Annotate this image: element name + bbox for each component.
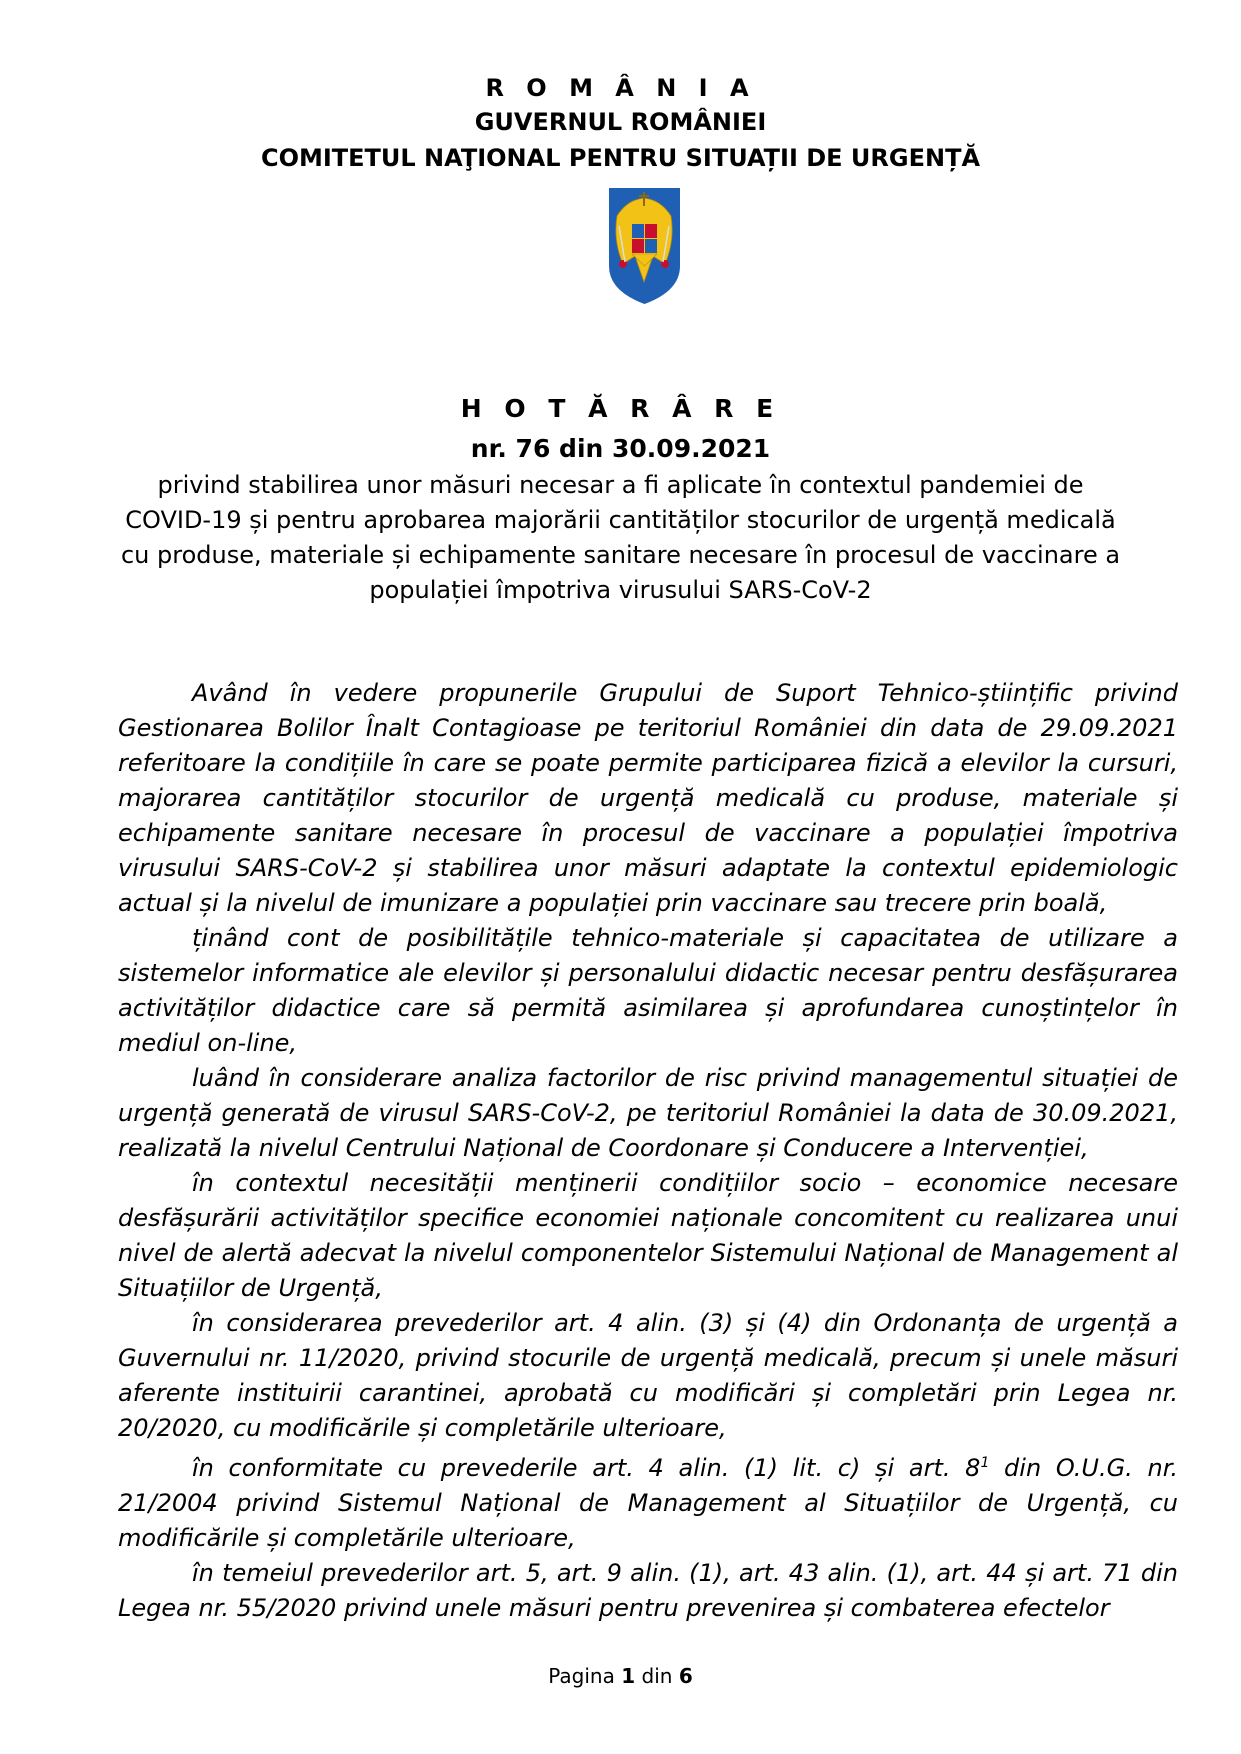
page-label: Pagina	[548, 1664, 622, 1688]
document-body	[118, 676, 1178, 1626]
decision-subject: privind stabilirea unor măsuri necesar a fi aplicate în contextul pandemiei de COVID-19 și pentru aprobarea majorării cantităților stocurilor de urgență medicală cu produse, materiale și echipamente sanitare necesare în procesul de vaccinare a populației împotriva virusului SARS-CoV-2	[120, 471, 1121, 604]
decision-type: H O T Ă R Â R E	[460, 394, 781, 423]
page-footer	[0, 1664, 1241, 1688]
header-committee: COMITETUL NAŢIONAL PENTRU SITUAȚII DE URGENȚĂ	[260, 144, 981, 172]
paragraph-text: în conformitate cu prevederile art. 4 alin. (1) lit. c) și art. 8	[192, 1454, 981, 1482]
paragraph-oug	[118, 1446, 1178, 1556]
romania-coat-of-arms-icon	[607, 186, 682, 306]
page-sep: din	[635, 1664, 679, 1688]
header-government: GUVERNUL ROMÂNIEI	[474, 108, 767, 136]
paragraph-text: din O.U.G. nr. 21/2004 privind Sistemul Național de Management al Situațiilor de Urgență, cu modificările și completările ulterioare,	[118, 1454, 1178, 1552]
decision-number: nr. 76 din 30.09.2021	[470, 434, 771, 463]
superscript: 1	[980, 1455, 990, 1471]
paragraph: Având în vedere propunerile Grupului de Suport Tehnico-științific privind Gestionarea Bolilor Înalt Contagioase pe teritoriul României din data de 29.09.2021 referitoare la condițiile în care se poate permite participarea fizică a elevilor la cursuri, majorarea cantităților stocurilor de urgență medicală cu produse, materiale și echipamente sanitare necesare în procesul de vaccinare a populației împotriva virusului SARS-CoV-2 și stabilirea unor măsuri adaptate la contextul epidemiologic actual și la nivelul de imunizare a populației prin vaccinare sau trecere prin boală,	[118, 679, 1178, 917]
page-current: 1	[621, 1664, 636, 1688]
paragraph: în temeiul prevederilor art. 5, art. 9 alin. (1), art. 43 alin. (1), art. 44 și art. 71 din Legea nr. 55/2020 privind unele măsuri pentru prevenirea și combaterea efectelor	[118, 1559, 1178, 1622]
paragraph: în considerarea prevederilor art. 4 alin. (3) și (4) din Ordonanța de urgență a Guvernului nr. 11/2020, privind stocurile de urgență medicală, precum și unele măsuri aferente instituirii carantinei, aprobată cu modificări și completări prin Legea nr. 20/2020, cu modificările și completările ulterioare,	[118, 1309, 1178, 1442]
paragraph: în contextul necesității menținerii condițiilor socio – economice necesare desfășurării activităților specifice economiei naționale concomitent cu realizarea unui nivel de alertă adecvat la nivelul componentelor Sistemului Național de Management al Situațiilor de Urgență,	[118, 1169, 1178, 1302]
header-country: R O M Â N I A	[485, 74, 756, 102]
paragraph: luând în considerare analiza factorilor de risc privind managementul situației de urgență generată de virusul SARS-CoV-2, pe teritoriul României la data de 30.09.2021, realizată la nivelul Centrului Național de Coordonare și Conducere a Intervenției,	[118, 1064, 1178, 1162]
paragraph: ținând cont de posibilitățile tehnico-materiale și capacitatea de utilizare a sistemelor informatice ale elevilor și personalului didactic necesar pentru desfășurarea activităților didactice care să permită asimilarea și aprofundarea cunoștințelor în mediul on-line,	[118, 924, 1178, 1057]
page-total: 6	[678, 1664, 693, 1688]
